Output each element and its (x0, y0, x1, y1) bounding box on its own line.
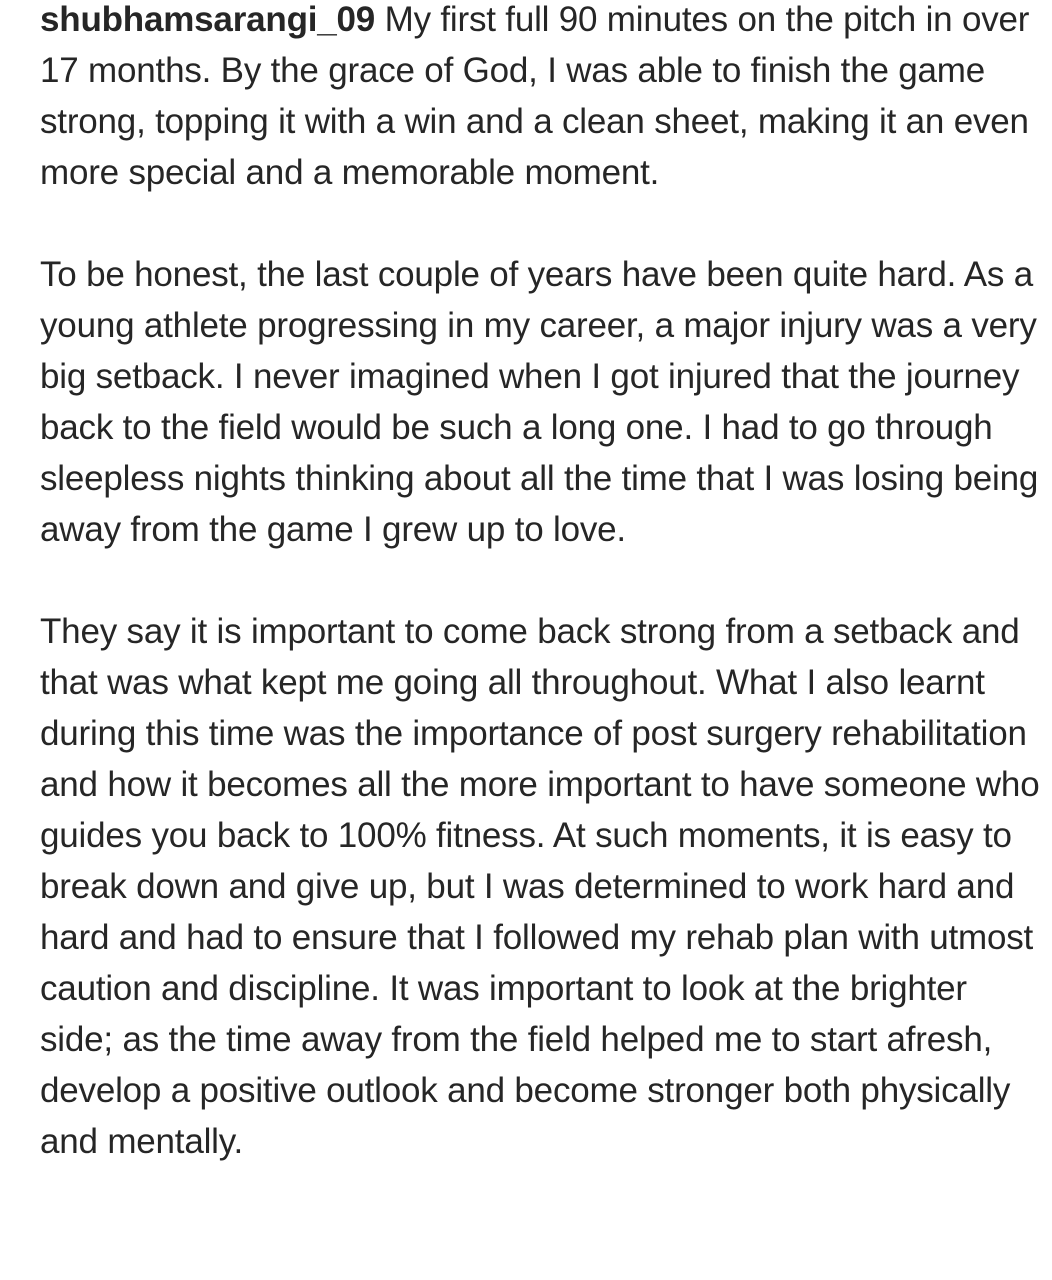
caption-paragraph-3: They say it is important to come back strong from a setback and that was what kept me going all throughout. What I also learnt during this time was the importance of post surgery rehabilitation and how it becomes all the more important to have someone who guides you back to 100% fitness. At such moments, it is easy to break down and give up, but I was determined to work hard and hard and had to ensure that I followed my rehab plan with utmost caution and discipline. It was important to look at the brighter side; as the time away from the field helped me to start afresh, develop a positive outlook and become stronger both physically and mentally. (40, 612, 1040, 1161)
caption-paragraph-1 (40, 0, 1040, 198)
post-caption (40, 0, 1040, 1167)
caption-paragraph-1-text: My first full 90 minutes on the pitch in over 17 months. By the grace of God, I was able to finish the game strong, topping it with a win and a clean sheet, making it an even more special and a memorable moment. (40, 0, 1030, 192)
caption-paragraph-2: To be honest, the last couple of years have been quite hard. As a young athlete progressing in my career, a major injury was a very big setback. I never imagined when I got injured that the journey back to the field would be such a long one. I had to go through sleepless nights thinking about all the time that I was losing being away from the game I grew up to love. (40, 255, 1039, 549)
username-link[interactable]: shubhamsarangi_09 (40, 0, 376, 39)
